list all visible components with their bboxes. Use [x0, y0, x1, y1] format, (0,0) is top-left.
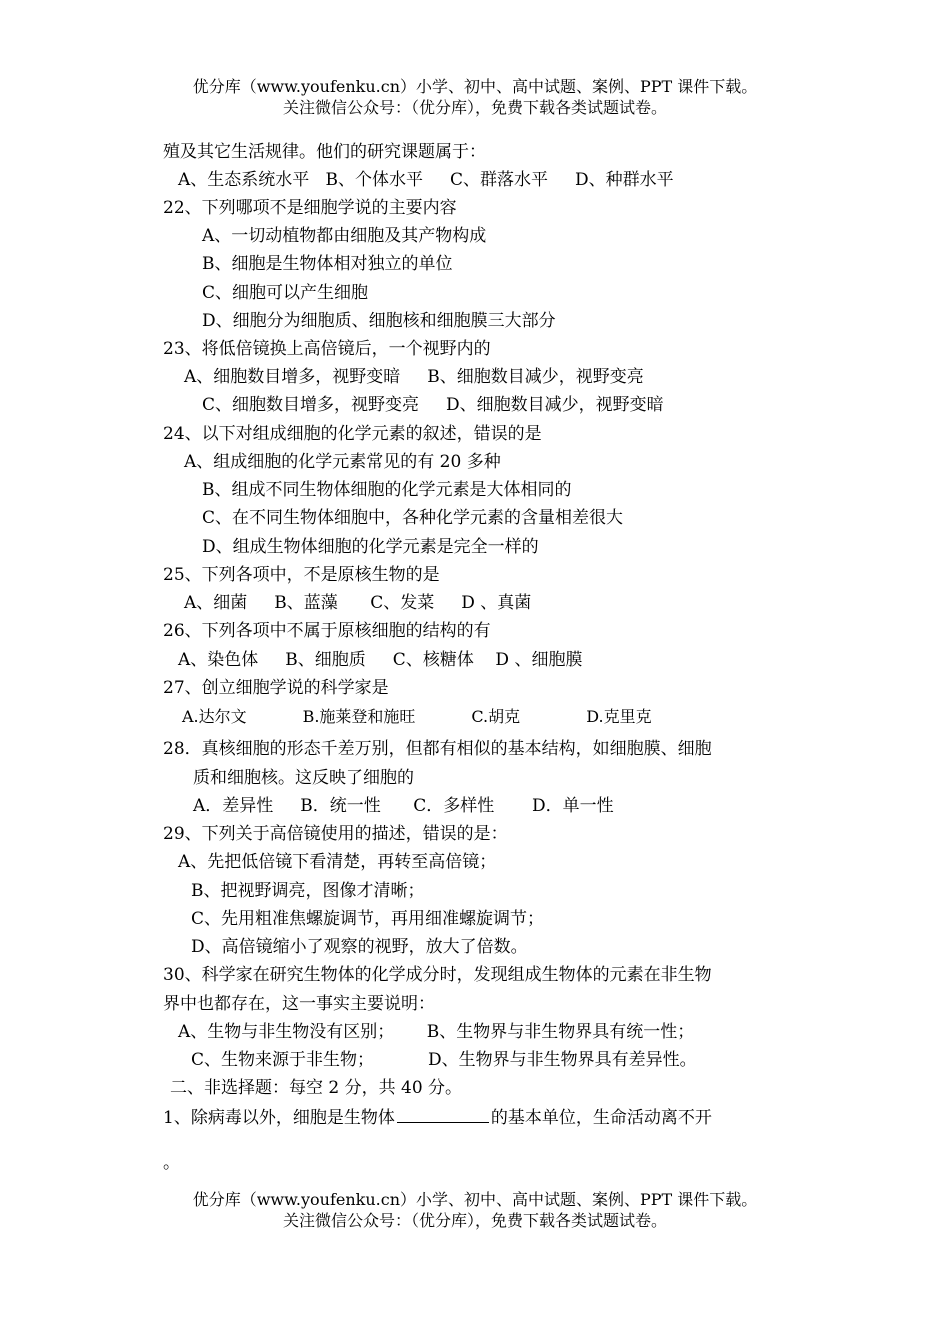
option-d: D、组成生物体细胞的化学元素是完全一样的	[202, 537, 539, 557]
question-options: A、细菌 B、蓝藻 C、发菜 D 、真菌	[184, 593, 532, 613]
question-stem: 23、将低倍镜换上高倍镜后，一个视野内的	[163, 339, 491, 359]
question-options: A.达尔文 B.施莱登和施旺 C.胡克 D.克里克	[182, 707, 652, 726]
page-footer-line1: 优分库（www.youfenku.cn）小学、初中、高中试题、案例、PPT 课件下载。	[192, 1190, 758, 1209]
fill-blank-end: 。	[163, 1153, 180, 1173]
question-options: A、生态系统水平 B、个体水平 C、群落水平 D、种群水平	[178, 170, 674, 190]
question-stem-continued: 界中也都存在，这一事实主要说明：	[163, 994, 435, 1014]
question-stem: 22、下列哪项不是细胞学说的主要内容	[163, 198, 457, 218]
question-stem: 24、以下对组成细胞的化学元素的叙述，错误的是	[163, 424, 542, 444]
option-d: D、细胞分为细胞质、细胞核和细胞膜三大部分	[202, 311, 556, 331]
option-d: D、高倍镜缩小了观察的视野，放大了倍数。	[191, 937, 528, 957]
option-a: A、先把低倍镜下看清楚，再转至高倍镜；	[178, 852, 497, 872]
option-b: B、细胞是生物体相对独立的单位	[202, 254, 453, 274]
fill-blank-question	[163, 1106, 712, 1129]
option-c: C、先用粗准焦螺旋调节，再用细准螺旋调节；	[191, 909, 545, 929]
question-text-part1: 1、除病毒以外，细胞是生物体	[163, 1108, 395, 1128]
answer-blank[interactable]	[397, 1106, 489, 1123]
options-ab: A、细胞数目增多，视野变暗 B、细胞数目减少，视野变亮	[184, 367, 644, 387]
option-a: A、组成细胞的化学元素常见的有 20 多种	[184, 452, 501, 472]
page-header-line2: 关注微信公众号：（优分库），免费下载各类试题试卷。	[282, 98, 667, 117]
question-stem: 27、创立细胞学说的科学家是	[163, 678, 389, 698]
option-c: C、细胞可以产生细胞	[202, 283, 369, 303]
question-stem: 25、下列各项中，不是原核生物的是	[163, 565, 440, 585]
question-continuation: 殖及其它生活规律。他们的研究课题属于：	[163, 142, 486, 162]
question-stem: 28．真核细胞的形态千差万别，但都有相似的基本结构，如细胞膜、细胞	[163, 739, 712, 759]
question-stem: 30、科学家在研究生物体的化学成分时，发现组成生物体的元素在非生物	[163, 965, 712, 985]
question-options: A、染色体 B、细胞质 C、核糖体 D 、细胞膜	[178, 650, 583, 670]
question-stem: 29、下列关于高倍镜使用的描述，错误的是：	[163, 824, 508, 844]
question-text-part2: 的基本单位，生命活动离不开	[490, 1108, 712, 1128]
option-b: B、组成不同生物体细胞的化学元素是大体相同的	[202, 480, 572, 500]
option-c: C、在不同生物体细胞中，各种化学元素的含量相差很大	[202, 508, 624, 528]
options-cd: C、生物来源于非生物； D、生物界与非生物界具有差异性。	[191, 1050, 697, 1070]
question-options: A．差异性 B．统一性 C．多样性 D．单一性	[193, 796, 614, 816]
page-footer-line2: 关注微信公众号：（优分库），免费下载各类试题试卷。	[282, 1211, 667, 1230]
question-stem: 26、下列各项中不属于原核细胞的结构的有	[163, 621, 491, 641]
option-a: A、一切动植物都由细胞及其产物构成	[202, 226, 487, 246]
section-title: 二、非选择题：每空 2 分，共 40 分。	[170, 1078, 463, 1098]
page-header-line1: 优分库（www.youfenku.cn）小学、初中、高中试题、案例、PPT 课件下载。	[192, 77, 758, 96]
option-b: B、把视野调亮，图像才清晰；	[191, 881, 425, 901]
options-ab: A、生物与非生物没有区别； B、生物界与非生物界具有统一性；	[178, 1022, 695, 1042]
question-stem-continued: 质和细胞核。这反映了细胞的	[193, 768, 414, 788]
options-cd: C、细胞数目增多，视野变亮 D、细胞数目减少，视野变暗	[202, 395, 664, 415]
